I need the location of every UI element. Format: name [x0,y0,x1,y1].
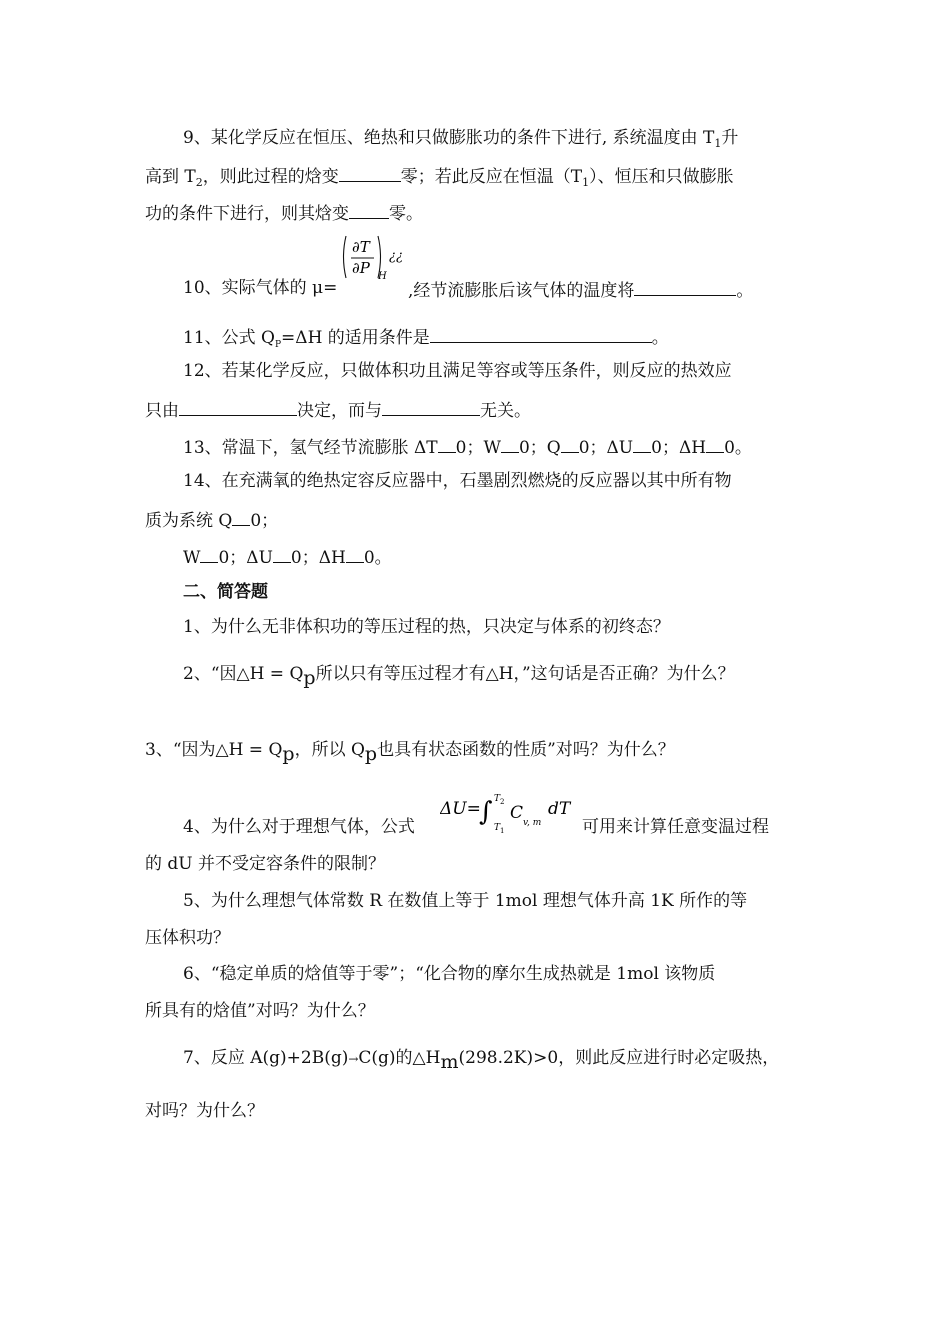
q11-blank[interactable] [430,324,652,343]
q9-sub-3: 1 [582,176,590,189]
q12-blank-2[interactable] [382,397,480,416]
s2-q1-text: 1、为什么无非体积功的等压过程的热，只决定与体系的初终态？ [183,617,670,637]
s2-q4-lower-sub: 1 [500,827,505,835]
q11-text-c: 。 [651,328,669,348]
q13-blank-1[interactable] [438,434,456,453]
s2-q7-text-b: C(g)的△H [358,1048,441,1068]
q14-blank-h[interactable] [346,544,364,563]
s2-q7-text-l2: 对吗？为什么？ [145,1101,264,1121]
q9-text-2d: ）、恒压和只做膨胀 [589,167,734,187]
q9-text-2a: 高到 T [145,167,196,187]
q13-part-3: 0；ΔU [578,438,634,458]
section-heading-text: 二、简答题 [183,582,268,602]
s2-q2-text-b: 所以只有等压过程才有△H，”这句话是否正确？为什么？ [315,664,735,684]
q9-text-1a: 9、某化学反应在恒压、绝热和只做膨胀功的条件下进行, 系统温度由 T [183,128,715,148]
s2-q4-text-l2: 的 dU 并不受定容条件的限制？ [145,854,386,874]
s2-q5-line2 [145,927,230,949]
q14-text-1: 14、在充满氧的绝热定容反应器中，石墨剧烈燃烧的反应器以其中所有物 [183,471,732,491]
q14-text-3c: 0；ΔH [290,548,346,568]
s2-q7-text-a: 7、反应 A(g)+2B(g) [183,1048,349,1068]
q14-text-3a: W [183,548,201,568]
s2-q6-line2 [145,1000,375,1022]
q10-text-c: 。 [736,281,754,301]
s2-q4-line2 [145,853,385,875]
s2-q4-formula-lhs: ΔU= [440,799,481,819]
q11-text-b: =ΔH 的适用条件是 [281,328,430,348]
q13-part-5: 0。 [724,438,752,458]
q13-part-1: 0；W [455,438,501,458]
s2-q2-sub: p [303,667,316,689]
s2-q3-sub: p [282,743,295,765]
s2-q6-text-2: 所具有的焓值”对吗？为什么？ [145,1001,375,1021]
q9-text-3a: 功的条件下进行，则其焓变 [145,204,349,224]
q9-line2 [145,163,734,190]
q13-part-4: 0；ΔH [651,438,707,458]
q10-formula [340,233,410,283]
s2-q5-line1 [183,890,747,912]
q14-line3 [183,544,392,569]
q9-blank-1[interactable] [339,163,401,182]
q11-text-a: 11、公式 Q [183,328,275,348]
q13-part-2: 0；Q [518,438,561,458]
q12-text-2a: 只由 [145,401,179,421]
q9-text-2c: 零；若此反应在恒温（T [400,167,583,187]
s2-q3-line [145,738,675,765]
q10-text-b: ,经节流膨胀后该气体的温度将 [408,281,635,301]
s2-q4-line1 [183,816,415,838]
s2-q3-text-c: 也具有状态函数的性质”对吗？为什么？ [377,740,675,760]
q9-text-1b: 升 [721,128,739,148]
s2-q4-integrand-sub: v, m [523,818,542,828]
s2-q3-sub2: p [364,743,378,765]
q14-blank-q[interactable] [232,507,250,526]
q14-text-3b: 0；ΔU [218,548,273,568]
q13-blank-5[interactable] [706,434,724,453]
s2-q4-diff: dT [548,799,571,819]
q9-sub-1: 1 [714,137,722,150]
q10-denominator: ∂P [352,259,370,277]
s2-q7-line2 [145,1100,264,1122]
right-arrow-icon: → [348,1052,359,1066]
q13-blank-4[interactable] [633,434,651,453]
s2-q4-upper-limit: T [494,794,501,804]
s2-q4-text-b: 可用来计算任意变温过程 [582,817,769,837]
s2-q3-text-a: 3、“因为△H = Q [145,740,283,760]
section-heading [183,581,268,603]
q10-text-a: 10、实际气体的 μ= [183,278,338,298]
q14-text-2b: 0； [250,511,279,531]
s2-q4-formula [440,790,580,836]
q10-line-b [408,277,753,302]
q14-line2 [145,507,278,532]
q13-line [183,434,752,459]
q13-blank-2[interactable] [501,434,519,453]
q11-line [183,324,669,352]
s2-q2-text-a: 2、“因△H = Q [183,664,304,684]
s2-q3-text-b: ，所以 Q [294,740,365,760]
q14-text-2a: 质为系统 Q [145,511,233,531]
s2-q7-sub: m [440,1051,459,1073]
s2-q4-upper-sub: 2 [500,798,505,806]
integral-sign-icon: ∫ [479,797,493,827]
q14-line1 [183,470,732,492]
s2-q4-line1b [582,816,769,838]
s2-q7-line1 [183,1046,780,1073]
s2-q4-text-a: 4、为什么对于理想气体，公式 [183,817,415,837]
q14-blank-w[interactable] [200,544,218,563]
q9-text-2b: ，则此过程的焓变 [202,167,339,187]
q9-line1 [183,127,738,151]
s2-q2-line [183,662,735,689]
q10-subscript-h: H [378,271,387,282]
q10-blank[interactable] [634,277,736,296]
q11-sub: P [274,340,282,350]
s2-q5-text-1: 5、为什么理想气体常数 R 在数值上等于 1mol 理想气体升高 1K 所作的等 [183,891,748,911]
q12-text-2b: 决定，而与 [297,401,382,421]
q9-line3 [145,200,423,225]
q10-left-paren [344,236,347,278]
q10-formula-svg [340,233,410,283]
s2-q4-formula-svg [440,790,580,836]
q12-line2 [145,397,531,422]
q13-blank-3[interactable] [561,434,579,453]
s2-q7-text-c: (298.2K)>0，则此反应进行时必定吸热， [458,1048,780,1068]
s2-q6-text-1: 6、“稳定单质的焓值等于零”；“化合物的摩尔生成热就是 1mol 该物质 [183,964,716,984]
q10-garbled-glyphs: ¿¿ [389,249,403,264]
s2-q4-lower-limit: T [494,823,501,833]
q13-part-0: 13、常温下，氢气经节流膨胀 ΔT [183,438,438,458]
q12-text-1: 12、若某化学反应，只做体积功且满足等容或等压条件，则反应的热效应 [183,361,732,381]
s2-q6-line1 [183,963,715,985]
q12-text-2c: 无关。 [480,401,531,421]
q9-blank-2[interactable] [349,200,389,219]
q12-line1 [183,360,732,382]
q14-blank-u[interactable] [273,544,291,563]
q9-text-3b: 零。 [389,204,423,224]
q12-blank-1[interactable] [179,397,297,416]
q9-sub-2: 2 [195,176,203,189]
q10-numerator: ∂T [352,238,370,256]
s2-q5-text-2: 压体积功？ [145,928,230,948]
s2-q4-integrand: C [510,803,524,823]
q10-line [183,277,337,299]
s2-q1-line [183,616,670,638]
q14-text-3d: 0。 [363,548,392,568]
